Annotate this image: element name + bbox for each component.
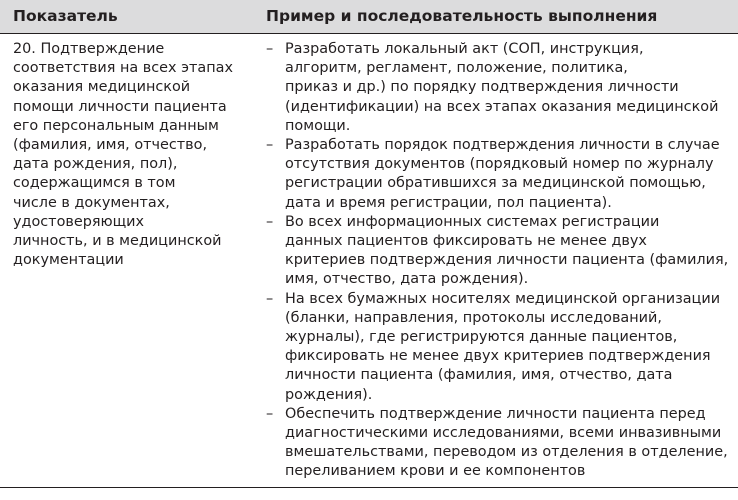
table-bottom-rule — [0, 487, 738, 488]
indicator-line: 20. Подтверждение — [13, 41, 165, 57]
table-header — [0, 0, 738, 33]
dash-bullet: – — [266, 41, 274, 57]
item-line: фиксировать не менее двух критериев подтверждения — [285, 348, 711, 365]
item-line: вмешательствами, переводом из отделения в отделение, — [285, 444, 728, 461]
indicator-line: личность, и в медицинской — [13, 233, 222, 250]
header-divider — [0, 33, 738, 34]
item-line: алгоритм, регламент, положение, политика, — [285, 60, 628, 77]
item-line: На всех бумажных носителях медицинской организации — [285, 290, 721, 307]
list-item — [266, 40, 736, 136]
item-line: Обеспечить подтверждение личности пациента перед — [285, 405, 706, 422]
dash-bullet: – — [266, 405, 274, 422]
dash-bullet: – — [266, 137, 274, 154]
indicator-cell — [13, 40, 258, 270]
dash-bullet: – — [266, 290, 274, 307]
list-item — [266, 213, 736, 290]
indicator-line: его персональным данным — [13, 117, 219, 134]
list-item — [266, 290, 736, 405]
item-line: критериев подтверждения личности пациента (фамилия, — [285, 252, 729, 269]
item-line: приказ и др.) по порядку подтверждения личности — [285, 79, 679, 96]
indicator-line: дата рождения, пол), — [13, 156, 178, 173]
indicator-line: соответствия на всех этапах — [13, 60, 233, 77]
item-line: диагностическими исследованиями, всеми инвазивными — [285, 425, 722, 442]
header-indicator: Показатель — [13, 7, 118, 25]
item-line: рождения). — [285, 386, 373, 403]
list-item — [266, 405, 736, 482]
item-line: регистрации обратившихся за медицинской помощью, — [285, 175, 706, 192]
item-line: помощи. — [285, 117, 351, 134]
indicator-line: содержащимся в том — [13, 175, 176, 192]
item-line: дата и время регистрации, пол пациента). — [285, 194, 612, 211]
example-cell — [266, 40, 736, 482]
header-example-sequence: Пример и последовательность выполнения — [266, 7, 658, 25]
item-line: данных пациентов фиксировать не менее двух — [285, 233, 647, 250]
indicator-line: оказания медицинской — [13, 79, 191, 96]
indicator-line: помощи личности пациента — [13, 98, 227, 115]
item-line: (бланки, направления, протоколы исследований, — [285, 309, 662, 326]
item-line: Во всех информационных системах регистрации — [285, 213, 660, 230]
item-line: имя, отчество, дата рождения). — [285, 271, 529, 288]
item-line: (идентификации) на всех этапах оказания медицинской — [285, 98, 719, 115]
indicator-line: (фамилия, имя, отчество, — [13, 137, 208, 154]
item-line: отсутствия документов (порядковый номер по журналу — [285, 156, 714, 173]
item-line: переливанием крови и ее компонентов — [285, 463, 586, 480]
indicator-line: числе в документах, — [13, 194, 170, 211]
dash-bullet: – — [266, 213, 274, 230]
item-line: Разработать порядок подтверждения личности в случае — [285, 137, 720, 154]
list-item — [266, 136, 736, 213]
indicator-line: удостоверяющих — [13, 213, 145, 230]
indicator-line: документации — [13, 252, 124, 269]
item-line: Разработать локальный акт (СОП, инструкция, — [285, 41, 644, 57]
item-line: личности пациента (фамилия, имя, отчество, дата — [285, 367, 673, 384]
item-line: журналы), где регистрируются данные пациентов, — [285, 329, 678, 346]
